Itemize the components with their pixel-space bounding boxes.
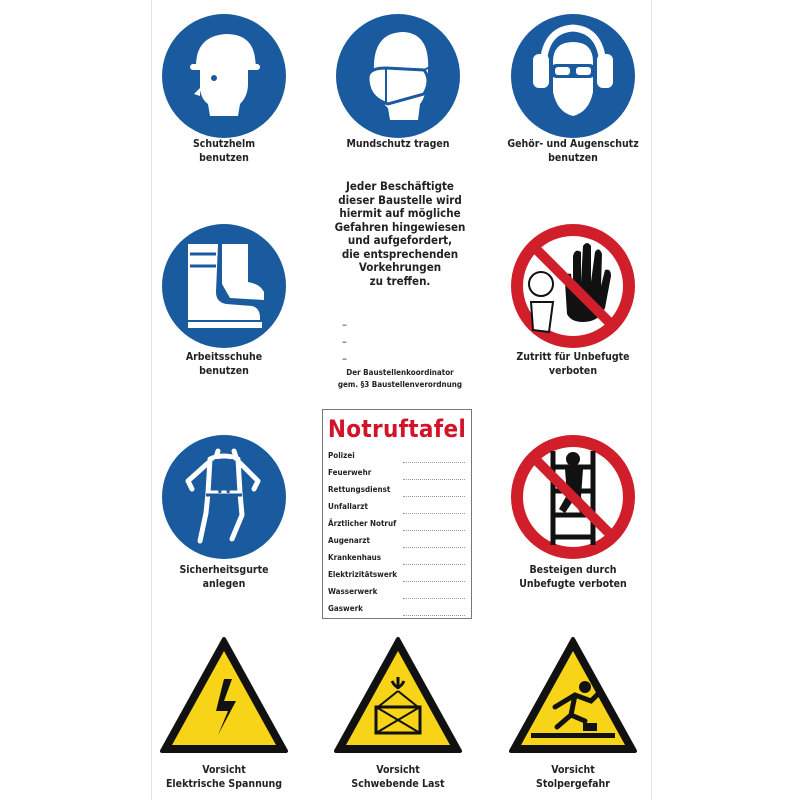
notice-line: und aufgefordert, (347, 233, 453, 247)
emergency-row: Wasserwerk (328, 585, 468, 602)
no-climb-caption: Besteigen durch Unbefugte verboten (519, 564, 627, 590)
coordinator-note: Der Baustellenkoordinator gem. §3 Baustellenverordnung (337, 368, 463, 389)
emergency-row: Elektrizitätswerk (328, 568, 468, 585)
notice-line: Jeder Beschäftigte (346, 179, 454, 193)
boots-caption: Arbeitsschuhe benutzen (185, 351, 263, 377)
voltage-caption: Vorsicht Elektrische Spannung (165, 764, 283, 790)
no-entry-caption: Zutritt für Unbefugte verboten (516, 351, 630, 377)
face-mask-mandatory-icon (334, 12, 462, 140)
notice-line: zu treffen. (369, 273, 431, 288)
notice-line: die entsprechenden (341, 246, 459, 261)
emergency-row: Polizei (328, 449, 468, 466)
high-voltage-warning-icon (158, 635, 290, 757)
load-caption: Vorsicht Schwebende Last (351, 764, 445, 790)
suspended-load-warning-icon (332, 635, 464, 757)
emergency-row: Rettungsdienst (328, 483, 468, 500)
no-unauthorized-entry-icon (509, 222, 637, 350)
trip-hazard-warning-icon (507, 635, 639, 757)
emergency-row: Unfallarzt (328, 500, 468, 517)
mask-caption: Mundschutz tragen (346, 138, 450, 150)
emergency-row: Gaswerk (328, 602, 468, 619)
emergency-row: Krankenhaus (328, 551, 468, 568)
notice-text (330, 180, 470, 288)
emergency-row: Augenarzt (328, 534, 468, 551)
notice-line: dieser Baustelle wird (338, 192, 462, 207)
ear-eye-protection-icon (509, 12, 637, 140)
notice-dashes: – – – (342, 318, 347, 365)
notice-line: Gefahren hingewiesen (334, 219, 466, 234)
no-climbing-icon (509, 433, 637, 561)
safety-harness-mandatory-icon (160, 433, 288, 561)
harness-caption: Sicherheitsgurte anlegen (179, 564, 269, 590)
helmet-caption: Schutzhelm benutzen (192, 138, 256, 164)
notice-line: Vorkehrungen (358, 260, 442, 274)
emergency-row: Feuerwehr (328, 466, 468, 483)
ear-eye-caption: Gehör- und Augenschutz benutzen (507, 138, 639, 164)
trip-caption: Vorsicht Stolpergefahr (536, 764, 610, 790)
safety-boots-mandatory-icon (160, 222, 288, 350)
hard-hat-mandatory-icon (160, 12, 288, 140)
notice-line: hiermit auf mögliche (339, 206, 461, 220)
emergency-title: Notruftafel (327, 415, 467, 443)
emergency-numbers-board (322, 409, 472, 619)
emergency-row: Ärztlicher Notruf (328, 517, 468, 534)
